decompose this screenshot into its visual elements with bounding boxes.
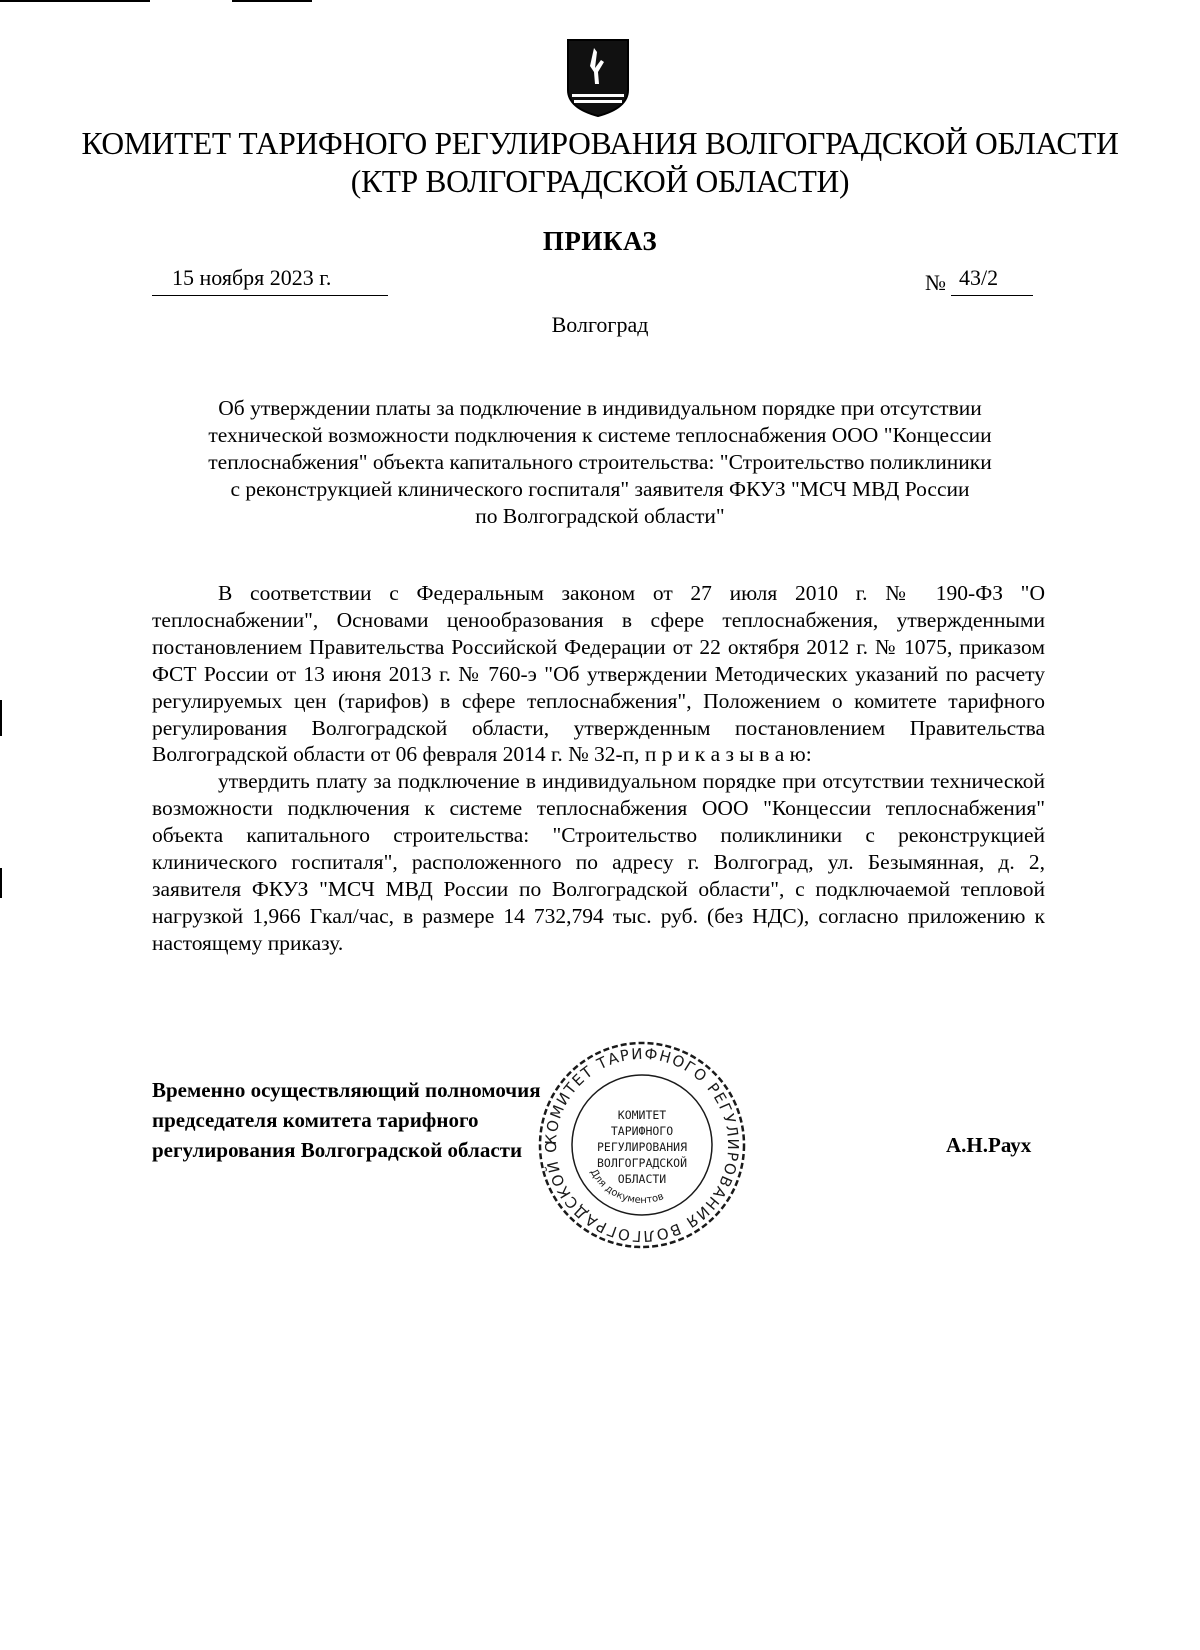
number-field (951, 265, 1033, 296)
document-subject (150, 395, 1050, 530)
scan-artifact-top-left (0, 0, 150, 2)
date-field (152, 265, 388, 296)
signer-name: А.Н.Раух (946, 1133, 1032, 1157)
official-stamp (532, 1035, 752, 1255)
stamp-center-line: РЕГУЛИРОВАНИЯ (596, 1140, 688, 1154)
document-type: ПРИКАЗ (542, 226, 658, 256)
stamp-center-line: КОМИТЕТ (617, 1108, 667, 1122)
round-seal-icon (532, 1035, 752, 1255)
document-number: 43/2 (959, 265, 999, 290)
signer-title (152, 1075, 572, 1165)
body-paragraph: утвердить плату за подключение в индивидуальном порядке при отсутствии технической возможности подключения к системе теплоснабжения ООО "Концессии теплоснабжения" объекта капитального строительства: "Строительство поликлиники с реконструкцией клинического госпиталя", расположенного по адресу г. Волгоград, ул. Безымянная, д. 2, заявителя ФКУЗ "МСЧ МВД России по Волгоградской области", с подключаемой тепловой нагрузкой 1,966 Гкал/час, в размере 14 732,794 тыс. руб. (без НДС), согласно приложению к настоящему приказу. (152, 769, 1045, 955)
subject-line: Об утверждении платы за подключение в индивидуальном порядке при отсутствии (218, 396, 982, 420)
org-name-line-2: (КТР ВОЛГОГРАДСКОЙ ОБЛАСТИ) (350, 164, 850, 199)
emblem (564, 38, 632, 118)
stamp-outer-text: КОМИТЕТ ТАРИФНОГО РЕГУЛИРОВАНИЯ ВОЛГОГРАДСКОЙ О (541, 1044, 743, 1246)
subject-line: с реконструкцией клинического госпиталя" заявителя ФКУЗ "МСЧ МВД России (230, 477, 970, 501)
stamp-center-line: ТАРИФНОГО (610, 1124, 674, 1138)
stamp-center-line: ОБЛАСТИ (617, 1172, 667, 1186)
subject-line: теплоснабжения" объекта капитального строительства: "Строительство поликлиники (208, 450, 992, 474)
scan-artifact-top-mid (232, 0, 312, 2)
document-date: 15 ноября 2023 г. (172, 265, 332, 290)
volgograd-coat-of-arms-icon (564, 38, 632, 118)
scan-artifact-left-1 (0, 700, 2, 736)
subject-line: по Волгоградской области" (475, 504, 725, 528)
scan-artifact-left-2 (0, 868, 2, 898)
subject-line: технической возможности подключения к системе теплоснабжения ООО "Концессии (208, 423, 992, 447)
body-paragraph: В соответствии с Федеральным законом от 27 июля 2010 г. № 190-ФЗ "О теплоснабжении", Основами ценообразования в сфере теплоснабжения, утвержденными постановлением Правительства Российской Федерации от 22 октября 2012 г. № 1075, приказом ФСТ России от 13 июня 2013 г. № 760-э "Об утверждении Методических указаний по расчету регулируемых цен (тарифов) в сфере теплоснабжения", Положением о комитете тарифного регулирования Волгоградской области, утвержденным постановлением Правительства Волгоградской области от 06 февраля 2014 г. № 32-п, п р и к а з ы в а ю: (152, 581, 1045, 767)
stamp-inner-text: Для документов (587, 1167, 666, 1207)
signer-title-line: председателя комитета тарифного (152, 1108, 479, 1132)
org-name-line-1: КОМИТЕТ ТАРИФНОГО РЕГУЛИРОВАНИЯ ВОЛГОГРАДСКОЙ ОБЛАСТИ (81, 126, 1119, 161)
number-sign: № (925, 270, 946, 295)
stamp-center-line: ВОЛГОГРАДСКОЙ (596, 1156, 688, 1170)
city: Волгоград (551, 312, 649, 337)
signer-title-line: регулирования Волгоградской области (152, 1138, 523, 1162)
document-body (152, 580, 1045, 957)
signer-title-line: Временно осуществляющий полномочия (152, 1078, 541, 1102)
